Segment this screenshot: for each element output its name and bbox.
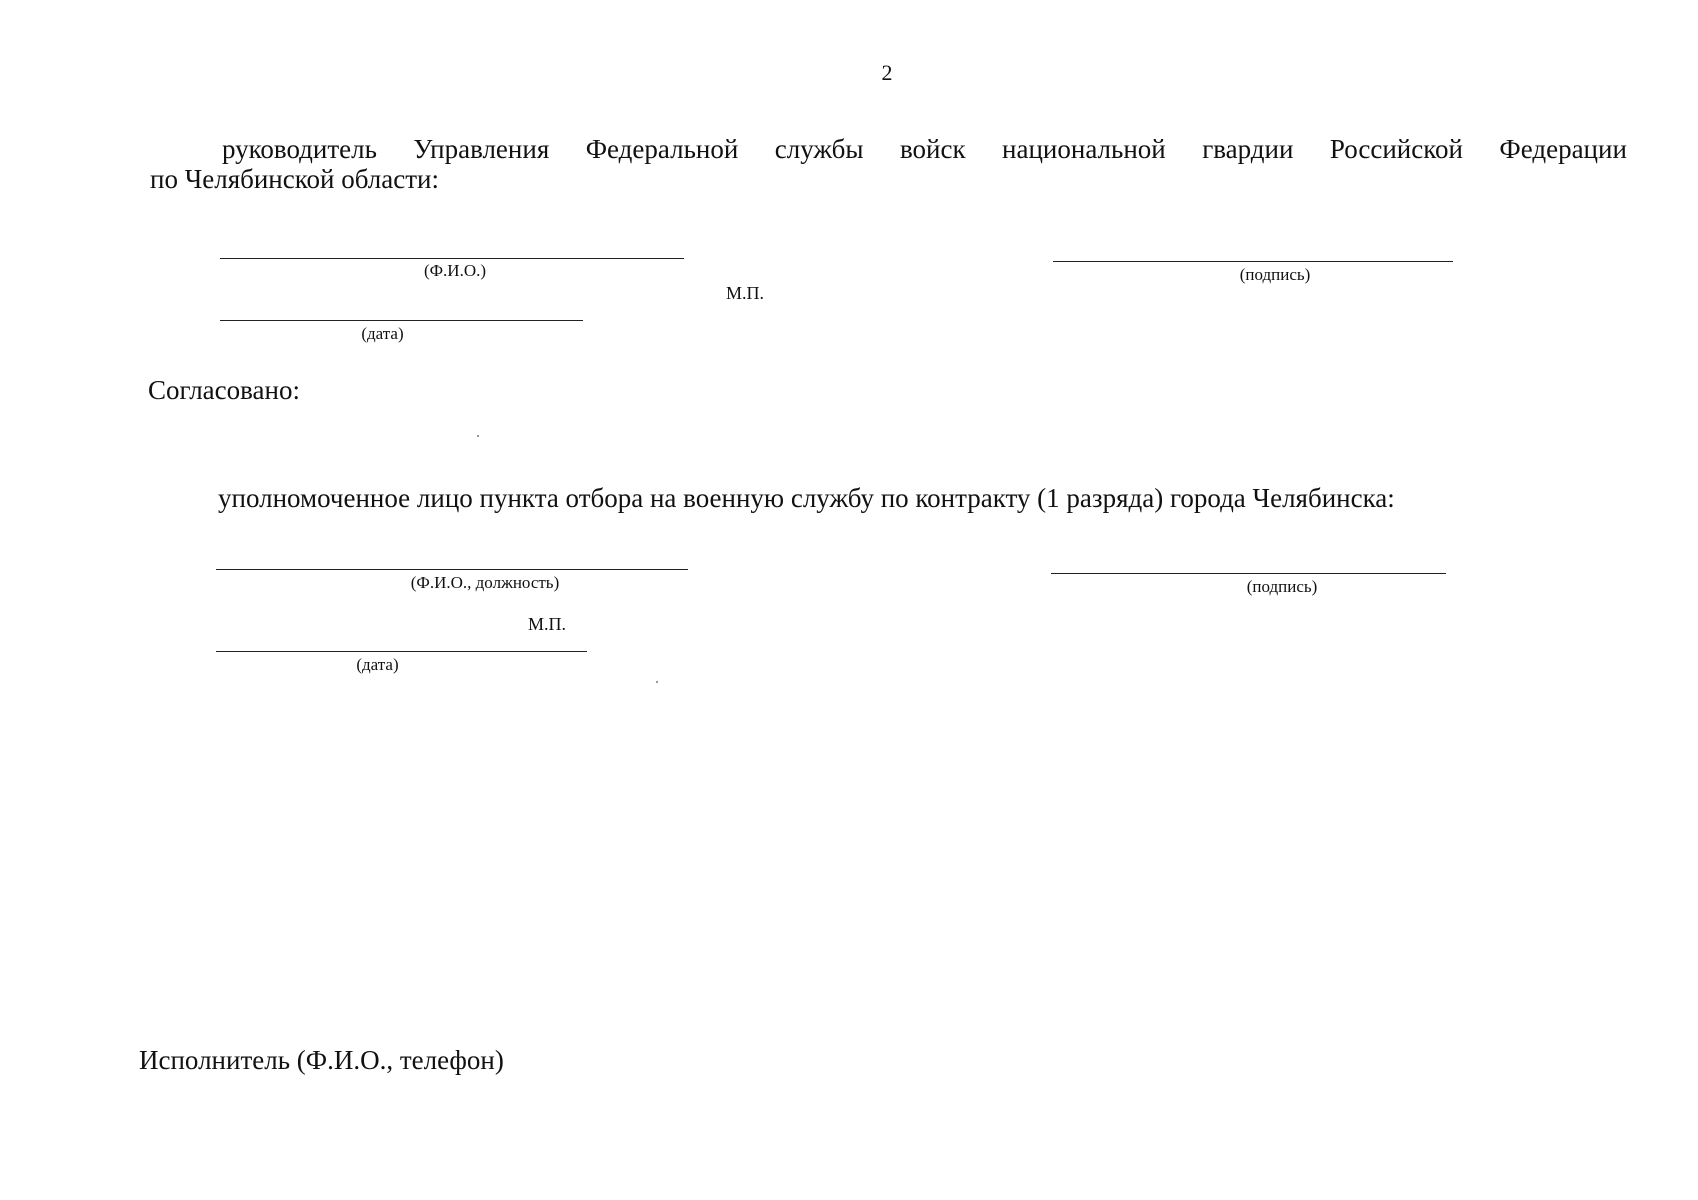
head-fio-caption: (Ф.И.О.) <box>423 261 487 280</box>
executor-label: Исполнитель (Ф.И.О., телефон) <box>139 1045 504 1075</box>
head-title-word: службы <box>774 134 864 164</box>
head-title-line-1 <box>222 134 1627 165</box>
head-date-line[interactable] <box>220 320 583 321</box>
head-signature-line[interactable] <box>1053 261 1453 262</box>
head-stamp-label: М.П. <box>726 283 765 303</box>
page-number: 2 <box>881 60 893 85</box>
head-title-word: национальной <box>1002 134 1166 164</box>
head-title-word: войск <box>899 134 966 164</box>
head-date-caption: (дата) <box>361 324 404 343</box>
head-title-word: руководитель <box>222 134 377 164</box>
authorized-fio-signature-line[interactable] <box>216 569 688 570</box>
head-fio-signature-line[interactable] <box>220 258 684 259</box>
head-signature-caption: (подпись) <box>1239 265 1311 284</box>
head-title-word: Федеральной <box>585 134 739 164</box>
authorized-person-text: уполномоченное лицо пункта отбора на военную службу по контракту (1 разряда) города Челябинска: <box>218 483 1395 513</box>
head-title-line-2: по Челябинской области: <box>150 164 439 194</box>
authorized-signature-line[interactable] <box>1051 573 1446 574</box>
authorized-date-caption: (дата) <box>356 655 399 674</box>
authorized-date-line[interactable] <box>216 651 587 652</box>
authorized-signature-caption: (подпись) <box>1246 577 1318 596</box>
scan-speck <box>656 681 658 683</box>
approval-title: Согласовано: <box>148 375 300 405</box>
authorized-fio-caption: (Ф.И.О., должность) <box>410 573 560 592</box>
head-title-word: Российской <box>1329 134 1463 164</box>
authorized-stamp-label: М.П. <box>528 614 567 634</box>
head-title-word: гвардии <box>1202 134 1294 164</box>
head-title-word: Федерации <box>1499 134 1627 164</box>
scan-speck <box>477 435 479 437</box>
head-title-word: Управления <box>413 134 550 164</box>
